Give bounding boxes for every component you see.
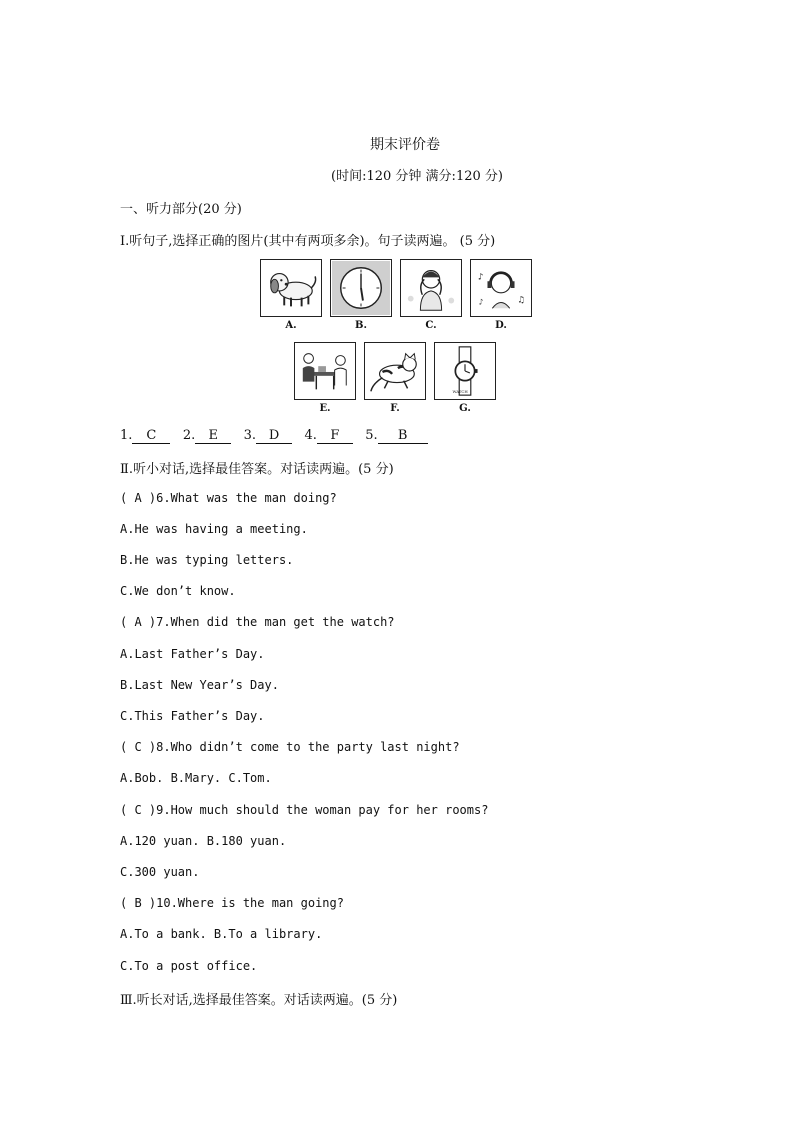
part-two-instruction: Ⅱ.听小对话,选择最佳答案。对话读两遍。(5 分) [120,462,394,477]
people-at-table-icon [294,342,356,400]
picture-label-f: F. [390,403,400,414]
question-10: ( B )10.Where is the man going? [120,896,344,910]
picture-label-a: A. [285,320,297,331]
svg-text:♫: ♫ [517,295,526,306]
svg-text:♪: ♪ [477,272,484,283]
answer-number: 2. [182,428,196,443]
option-6a: A.He was having a meeting. [120,522,308,536]
option-7b: B.Last New Year’s Day. [120,678,279,692]
option-9c: C.300 yuan. [120,865,200,879]
answer-blank-2: E [195,429,231,444]
picture-label-d: D. [495,320,507,331]
answer-blank-1: C [132,429,170,444]
picture-label-c: C. [425,320,437,331]
options-10ab: A.To a bank. B.To a library. [120,927,323,941]
section-heading-listening: 一、听力部分(20 分) [120,202,242,217]
question-8: ( C )8.Who didn’t come to the party last night? [120,740,460,754]
options-8: A.Bob. B.Mary. C.Tom. [120,771,272,785]
person-headache-icon [400,259,462,317]
exam-title: 期末评价卷 [370,137,440,153]
svg-text:♪: ♪ [478,297,484,307]
clock-icon [330,259,392,317]
exam-subtitle: (时间:120 分钟 满分:120 分) [331,169,503,184]
answer-number: 5. [365,428,378,443]
answer-blank-3: D [256,429,292,444]
question-6: ( A )6.What was the man doing? [120,491,337,505]
option-6b: B.He was typing letters. [120,553,294,567]
part-three-instruction: Ⅲ.听长对话,选择最佳答案。对话读两遍。(5 分) [120,993,398,1008]
picture-label-g: G. [459,403,471,414]
answer-number: 3. [243,428,257,443]
option-7c: C.This Father’s Day. [120,709,265,723]
option-6c: C.We don’t know. [120,584,236,598]
dog-icon [260,259,322,317]
answer-number: 1. [120,428,133,443]
answer-blank-4: F [317,429,353,444]
svg-text:WATCH: WATCH [452,389,468,395]
wristwatch-icon [434,342,496,400]
question-7: ( A )7.When did the man get the watch? [120,615,395,629]
girl-headphones-music-icon [470,259,532,317]
cat-icon [364,342,426,400]
picture-label-e: E. [319,403,331,414]
answer-blank-5: B [378,429,428,444]
part-one-instruction: Ⅰ.听句子,选择正确的图片(其中有两项多余)。句子读两遍。 (5 分) [120,234,496,249]
part-one-answers [120,428,428,444]
options-9ab: A.120 yuan. B.180 yuan. [120,834,287,848]
question-9: ( C )9.How much should the woman pay for her rooms? [120,803,489,817]
option-7a: A.Last Father’s Day. [120,647,265,661]
picture-label-b: B. [355,320,367,331]
option-10c: C.To a post office. [120,959,258,973]
answer-number: 4. [304,428,317,443]
